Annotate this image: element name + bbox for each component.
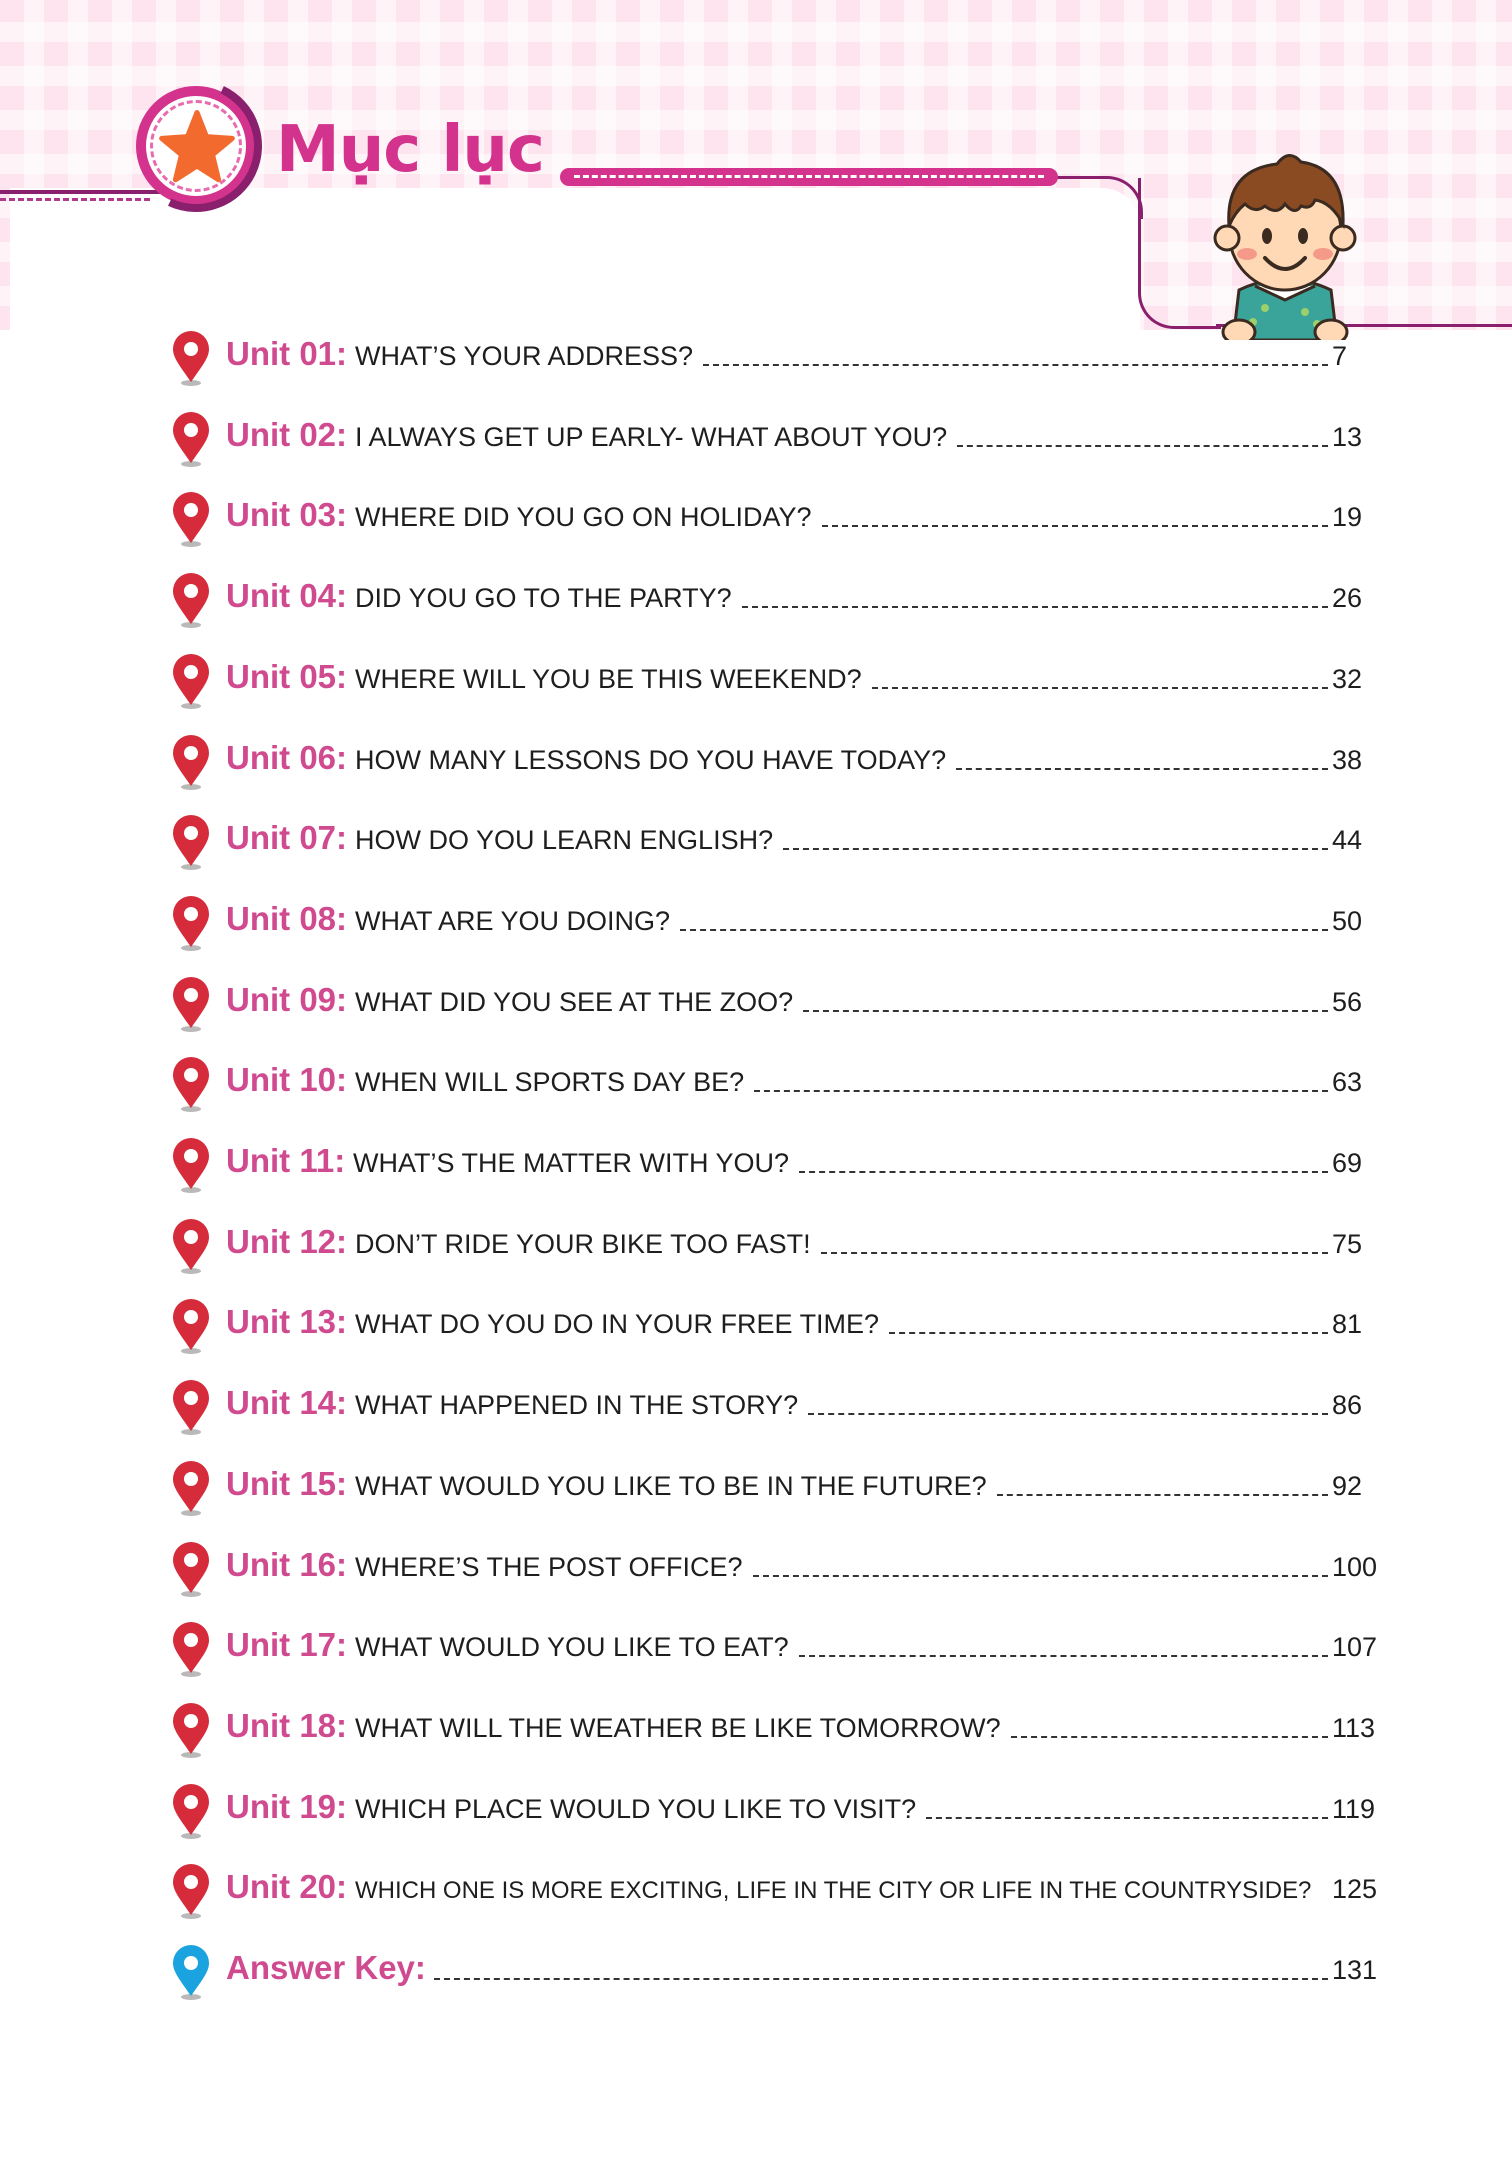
toc-entry-page: 113: [1332, 1712, 1376, 1743]
toc-entry-page: 56: [1332, 986, 1363, 1017]
toc-entry-title: WHICH PLACE WOULD YOU LIKE TO VISIT?: [355, 1793, 917, 1824]
toc-entry-page: 125: [1332, 1874, 1378, 1905]
toc-entry-label: Unit 02:: [226, 415, 348, 453]
toc-entry[interactable]: [170, 568, 1390, 634]
toc-entry-page: 7: [1332, 341, 1348, 371]
toc-entry[interactable]: [170, 1052, 1390, 1118]
map-pin-icon: [170, 1298, 212, 1354]
toc-entry-page: 131: [1332, 1955, 1378, 1985]
map-pin-icon: [170, 653, 212, 709]
toc-entry-page: 86: [1332, 1390, 1363, 1421]
toc-entry[interactable]: [170, 326, 1390, 392]
map-pin-icon: [170, 1863, 212, 1919]
toc-entry-label: Unit 01:: [226, 335, 348, 372]
map-pin-icon: [170, 491, 212, 547]
toc-entry-title: DON’T RIDE YOUR BIKE TOO FAST!: [355, 1228, 811, 1259]
toc-leader-dots: [803, 1010, 1328, 1012]
toc-entry[interactable]: [170, 1375, 1390, 1441]
toc-entry[interactable]: [170, 1456, 1390, 1522]
toc-leader-dots: [754, 1090, 1328, 1092]
toc-entry-title: WHAT DO YOU DO IN YOUR FREE TIME?: [355, 1309, 880, 1340]
toc-entry-title: DID YOU GO TO THE PARTY?: [355, 583, 732, 614]
toc-entry-title: I ALWAYS GET UP EARLY- WHAT ABOUT YOU?: [355, 421, 948, 452]
toc-entry-title: WHEN WILL SPORTS DAY BE?: [355, 1067, 745, 1098]
toc-entry-label: Unit 20:: [226, 1868, 348, 1906]
toc-entry-title: WHAT’S YOUR ADDRESS?: [355, 341, 694, 371]
title-underline-stitch: [574, 175, 1044, 178]
map-pin-icon: [170, 1137, 212, 1193]
toc-entry[interactable]: [170, 1133, 1390, 1199]
toc-entry[interactable]: [170, 730, 1390, 796]
toc-entry-page: 19: [1332, 502, 1363, 533]
toc-entry[interactable]: [170, 810, 1390, 876]
toc-entry-label: Unit 16:: [226, 1545, 348, 1583]
toc-entry-title: WHAT’S THE MATTER WITH YOU?: [353, 1148, 790, 1178]
page-title: Mục lục: [276, 113, 544, 187]
toc-entry-title: WHICH ONE IS MORE EXCITING, LIFE IN THE CITY OR LIFE IN THE COUNTRYSIDE?: [355, 1876, 1312, 1904]
map-pin-icon: [170, 1218, 212, 1274]
map-pin-icon: [170, 572, 212, 628]
map-pin-icon: [170, 1702, 212, 1758]
toc-leader-dots: [434, 1978, 1328, 1980]
toc-entry-page: 50: [1332, 905, 1363, 936]
toc-entry-page: 100: [1332, 1551, 1378, 1582]
map-pin-icon: [170, 734, 212, 790]
star-icon: [154, 104, 240, 190]
map-pin-icon: [170, 330, 212, 386]
toc-entry[interactable]: [170, 1698, 1390, 1764]
toc-entry-title: WHAT HAPPENED IN THE STORY?: [355, 1390, 799, 1421]
toc-entry-title: WHERE’S THE POST OFFICE?: [355, 1551, 743, 1582]
toc-entry-page: 119: [1332, 1793, 1376, 1824]
map-pin-icon: [170, 1460, 212, 1516]
toc-leader-dots: [799, 1171, 1328, 1173]
map-pin-icon: [170, 814, 212, 870]
toc-entry-page: 13: [1332, 421, 1363, 452]
toc-entry-title: WHAT WOULD YOU LIKE TO BE IN THE FUTURE?: [355, 1470, 987, 1501]
toc-entry[interactable]: [170, 1214, 1390, 1280]
toc-leader-dots: [742, 606, 1328, 608]
map-pin-icon: [170, 976, 212, 1032]
toc-entry-page: 75: [1332, 1228, 1363, 1259]
toc-entry[interactable]: [170, 1294, 1390, 1360]
toc-entry-title: WHERE WILL YOU BE THIS WEEKEND?: [355, 663, 862, 694]
toc-entry-label: Unit 10:: [226, 1061, 348, 1099]
toc-entry-label: Unit 19:: [226, 1787, 348, 1825]
toc-entry-label: Unit 14:: [226, 1384, 348, 1422]
toc-entry-page: 81: [1332, 1309, 1363, 1340]
toc-leader-dots: [821, 1252, 1328, 1254]
toc-leader-dots: [926, 1817, 1328, 1819]
toc-entry[interactable]: [170, 407, 1390, 473]
toc-entry-page: 107: [1332, 1632, 1378, 1663]
toc-entry[interactable]: [170, 1617, 1390, 1683]
toc-leader-dots: [783, 848, 1328, 850]
toc-leader-dots: [753, 1575, 1328, 1577]
toc-leader-dots: [889, 1332, 1328, 1334]
map-pin-icon: [170, 1944, 212, 2000]
toc-entry[interactable]: [170, 972, 1390, 1038]
toc-entry-page: 92: [1332, 1470, 1363, 1501]
toc-entry-label: Unit 09:: [226, 980, 348, 1018]
toc-entry-title: WHAT DID YOU SEE AT THE ZOO?: [355, 986, 794, 1017]
map-pin-icon: [170, 1783, 212, 1839]
map-pin-icon: [170, 895, 212, 951]
header-rule-dashed: [0, 198, 150, 201]
toc-entry-label: Unit 15:: [226, 1464, 348, 1502]
toc-entry-label: Unit 06:: [226, 738, 348, 776]
toc-entry-label: Unit 05:: [226, 657, 348, 695]
toc-entry-label: Unit 07:: [226, 819, 348, 857]
toc-entry-title: HOW DO YOU LEARN ENGLISH?: [355, 825, 774, 856]
map-pin-icon: [170, 1541, 212, 1597]
content-panel: [10, 188, 1140, 348]
map-pin-icon: [170, 1379, 212, 1435]
toc-leader-dots: [703, 364, 1328, 366]
toc-leader-dots: [680, 929, 1328, 931]
toc-entry[interactable]: [170, 891, 1390, 957]
boy-mascot-icon: [1205, 140, 1365, 340]
toc-entry-label: Unit 11:: [226, 1142, 346, 1179]
toc-entry-page: 63: [1332, 1067, 1363, 1098]
map-pin-icon: [170, 411, 212, 467]
toc-entry-label: Unit 08:: [226, 899, 348, 937]
toc-entry-title: WHERE DID YOU GO ON HOLIDAY?: [355, 502, 812, 533]
map-pin-icon: [170, 1056, 212, 1112]
toc-entry-label: Unit 13:: [226, 1303, 348, 1341]
toc-entry-page: 38: [1332, 744, 1363, 775]
toc-entry-label: Unit 04:: [226, 577, 348, 615]
toc-entry[interactable]: [170, 649, 1390, 715]
toc-entry-label: Unit 12:: [226, 1222, 348, 1260]
toc-entry-label: Unit 17:: [226, 1626, 348, 1664]
toc-leader-dots: [872, 687, 1328, 689]
toc-entry-title: WHAT ARE YOU DOING?: [355, 905, 671, 936]
toc-entry-title: WHAT WOULD YOU LIKE TO EAT?: [355, 1632, 789, 1663]
toc-leader-dots: [957, 445, 1328, 447]
toc-entry-label: Answer Key:: [226, 1949, 426, 1986]
toc-leader-dots: [1011, 1736, 1328, 1738]
toc-leader-dots: [956, 768, 1328, 770]
toc-entry-label: Unit 18:: [226, 1706, 348, 1744]
toc-entry-page: 32: [1332, 663, 1363, 694]
toc-entry-page: 44: [1332, 825, 1363, 856]
toc-entry-title: HOW MANY LESSONS DO YOU HAVE TODAY?: [355, 744, 947, 775]
toc-entry[interactable]: [170, 1940, 1390, 2006]
map-pin-icon: [170, 1621, 212, 1677]
toc-entry-page: 69: [1332, 1148, 1363, 1178]
toc-leader-dots: [808, 1413, 1328, 1415]
toc-entry[interactable]: [170, 1859, 1390, 1925]
toc-entry[interactable]: [170, 1779, 1390, 1845]
toc-entry[interactable]: [170, 487, 1390, 553]
toc-leader-dots: [822, 525, 1328, 527]
toc-leader-dots: [799, 1655, 1328, 1657]
toc-entry-label: Unit 03:: [226, 496, 348, 534]
toc-entry-title: WHAT WILL THE WEATHER BE LIKE TOMORROW?: [355, 1712, 1001, 1743]
toc-entry[interactable]: [170, 1537, 1390, 1603]
toc-leader-dots: [997, 1494, 1328, 1496]
toc-entry-page: 26: [1332, 583, 1363, 614]
